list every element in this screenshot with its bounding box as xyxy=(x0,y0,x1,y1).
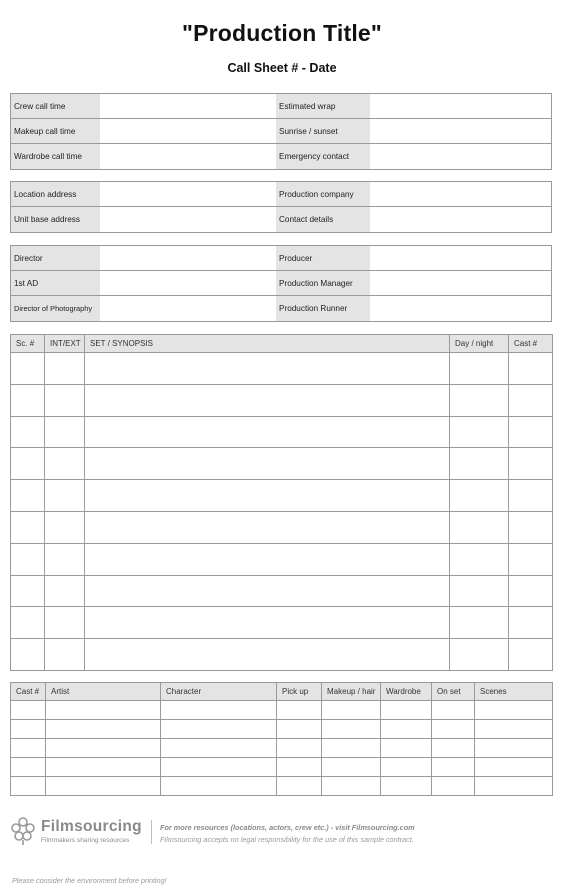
schedule-info-block xyxy=(10,93,552,170)
field-label: Crew call time xyxy=(11,94,100,118)
column-header: Cast # xyxy=(11,683,46,701)
brand-tagline: Filmmakers sharing resources xyxy=(41,837,130,844)
table-cell[interactable] xyxy=(450,639,509,671)
table-cell[interactable] xyxy=(161,758,277,777)
table-cell[interactable] xyxy=(161,777,277,796)
location-address-field[interactable] xyxy=(100,182,276,206)
table-cell[interactable] xyxy=(11,543,45,575)
table-cell[interactable] xyxy=(509,575,553,607)
column-header: Scenes xyxy=(475,683,553,701)
table-cell[interactable] xyxy=(11,758,46,777)
table-cell[interactable] xyxy=(85,607,450,639)
production-manager-field[interactable] xyxy=(370,271,551,295)
info-row xyxy=(11,207,551,232)
filmsourcing-flower-logo-icon xyxy=(10,816,36,846)
table-cell[interactable] xyxy=(11,575,45,607)
crew-call-time-field[interactable] xyxy=(100,94,276,118)
info-row xyxy=(11,94,551,119)
table-cell[interactable] xyxy=(432,758,475,777)
table-cell[interactable] xyxy=(450,543,509,575)
table-cell[interactable] xyxy=(509,384,553,416)
table-header-row xyxy=(11,335,553,353)
table-cell[interactable] xyxy=(85,575,450,607)
disclaimer-text: Filmsourcing accepts no legal responsibility for the use of this sample contract. xyxy=(160,835,414,844)
field-label: Producer xyxy=(276,246,370,270)
column-header: Day / night xyxy=(450,335,509,353)
table-cell[interactable] xyxy=(85,511,450,543)
production-runner-field[interactable] xyxy=(370,296,551,321)
table-cell[interactable] xyxy=(161,701,277,720)
footer-divider xyxy=(151,820,152,844)
table-cell[interactable] xyxy=(432,701,475,720)
contact-details-field[interactable] xyxy=(370,207,551,232)
wardrobe-call-time-field[interactable] xyxy=(100,144,276,169)
table-cell[interactable] xyxy=(45,353,85,385)
table-cell[interactable] xyxy=(277,701,322,720)
column-header: Sc. # xyxy=(11,335,45,353)
table-cell[interactable] xyxy=(85,543,450,575)
table-cell[interactable] xyxy=(277,720,322,739)
director-field[interactable] xyxy=(100,246,276,270)
table-cell[interactable] xyxy=(11,511,45,543)
table-row xyxy=(11,384,553,416)
production-company-field[interactable] xyxy=(370,182,551,206)
table-cell[interactable] xyxy=(450,607,509,639)
field-label: 1st AD xyxy=(11,271,100,295)
info-row xyxy=(11,271,551,296)
table-cell[interactable] xyxy=(322,777,381,796)
table-cell[interactable] xyxy=(509,607,553,639)
table-row xyxy=(11,607,553,639)
table-row xyxy=(11,511,553,543)
brand-name: Filmsourcing xyxy=(41,818,142,835)
makeup-call-time-field[interactable] xyxy=(100,119,276,143)
table-cell[interactable] xyxy=(161,720,277,739)
table-cell[interactable] xyxy=(450,480,509,512)
emergency-contact-field[interactable] xyxy=(370,144,551,169)
table-cell[interactable] xyxy=(277,758,322,777)
table-cell[interactable] xyxy=(11,739,46,758)
table-cell[interactable] xyxy=(45,607,85,639)
table-cell[interactable] xyxy=(450,384,509,416)
info-row xyxy=(11,119,551,144)
table-cell[interactable] xyxy=(322,720,381,739)
table-cell[interactable] xyxy=(11,416,45,448)
table-cell[interactable] xyxy=(432,777,475,796)
info-row xyxy=(11,182,551,207)
table-cell[interactable] xyxy=(509,416,553,448)
crew-info-block xyxy=(10,245,552,322)
field-label: Makeup call time xyxy=(11,119,100,143)
environment-note: Please consider the environment before printing! xyxy=(12,876,167,885)
table-cell[interactable] xyxy=(46,720,161,739)
table-cell[interactable] xyxy=(45,543,85,575)
table-cell[interactable] xyxy=(381,739,432,758)
table-cell[interactable] xyxy=(381,701,432,720)
scenes-table xyxy=(10,334,553,671)
table-cell[interactable] xyxy=(475,720,553,739)
table-cell[interactable] xyxy=(450,575,509,607)
table-cell[interactable] xyxy=(85,448,450,480)
table-cell[interactable] xyxy=(45,416,85,448)
field-label: Emergency contact xyxy=(276,144,370,169)
unit-base-address-field[interactable] xyxy=(100,207,276,232)
field-label: Sunrise / sunset xyxy=(276,119,370,143)
field-label: Location address xyxy=(11,182,100,206)
table-row xyxy=(11,543,553,575)
table-cell[interactable] xyxy=(475,758,553,777)
table-cell[interactable] xyxy=(509,480,553,512)
filmsourcing-logo[interactable] xyxy=(10,816,150,848)
table-cell[interactable] xyxy=(322,739,381,758)
table-cell[interactable] xyxy=(11,639,45,671)
table-row xyxy=(11,701,553,720)
table-cell[interactable] xyxy=(46,701,161,720)
column-header: Makeup / hair xyxy=(322,683,381,701)
info-row xyxy=(11,144,551,169)
field-label: Director xyxy=(11,246,100,270)
table-cell[interactable] xyxy=(11,384,45,416)
column-header: Artist xyxy=(46,683,161,701)
table-cell[interactable] xyxy=(46,758,161,777)
director-of-photography-field[interactable] xyxy=(100,296,276,321)
table-row xyxy=(11,416,553,448)
field-label: Production Runner xyxy=(276,296,370,321)
table-cell[interactable] xyxy=(432,739,475,758)
column-header: Pick up xyxy=(277,683,322,701)
table-cell[interactable] xyxy=(11,720,46,739)
table-cell[interactable] xyxy=(85,353,450,385)
table-row xyxy=(11,353,553,385)
table-cell[interactable] xyxy=(509,511,553,543)
table-cell[interactable] xyxy=(46,739,161,758)
call-sheet-subtitle: Call Sheet # - Date xyxy=(227,61,337,75)
table-cell[interactable] xyxy=(322,701,381,720)
table-cell[interactable] xyxy=(11,777,46,796)
table-row xyxy=(11,639,553,671)
table-cell[interactable] xyxy=(475,739,553,758)
column-header: SET / SYNOPSIS xyxy=(85,335,450,353)
table-cell[interactable] xyxy=(509,639,553,671)
table-cell[interactable] xyxy=(85,384,450,416)
table-row xyxy=(11,448,553,480)
table-cell[interactable] xyxy=(277,777,322,796)
first-ad-field[interactable] xyxy=(100,271,276,295)
info-row xyxy=(11,296,551,321)
location-info-block xyxy=(10,181,552,233)
column-header: INT/EXT xyxy=(45,335,85,353)
table-cell[interactable] xyxy=(45,384,85,416)
producer-field[interactable] xyxy=(370,246,551,270)
sunrise-sunset-field[interactable] xyxy=(370,119,551,143)
table-cell[interactable] xyxy=(450,353,509,385)
table-cell[interactable] xyxy=(85,639,450,671)
table-cell[interactable] xyxy=(85,480,450,512)
field-label: Production Manager xyxy=(276,271,370,295)
field-label: Director of Photography xyxy=(11,296,100,321)
estimated-wrap-field[interactable] xyxy=(370,94,551,118)
table-cell[interactable] xyxy=(381,777,432,796)
table-cell[interactable] xyxy=(45,511,85,543)
table-header-row xyxy=(11,683,553,701)
table-cell[interactable] xyxy=(45,448,85,480)
info-row xyxy=(11,246,551,271)
table-cell[interactable] xyxy=(450,511,509,543)
table-cell[interactable] xyxy=(45,480,85,512)
table-cell[interactable] xyxy=(509,543,553,575)
table-cell[interactable] xyxy=(509,448,553,480)
table-cell[interactable] xyxy=(381,720,432,739)
column-header: Character xyxy=(161,683,277,701)
table-row xyxy=(11,758,553,777)
table-cell[interactable] xyxy=(45,575,85,607)
table-cell[interactable] xyxy=(161,739,277,758)
table-cell[interactable] xyxy=(475,701,553,720)
table-cell[interactable] xyxy=(509,353,553,385)
table-cell[interactable] xyxy=(475,777,553,796)
table-cell[interactable] xyxy=(46,777,161,796)
field-label: Unit base address xyxy=(11,207,100,232)
table-cell[interactable] xyxy=(381,758,432,777)
table-cell[interactable] xyxy=(432,720,475,739)
field-label: Contact details xyxy=(276,207,370,232)
column-header: On set xyxy=(432,683,475,701)
table-cell[interactable] xyxy=(277,739,322,758)
production-title: "Production Title" xyxy=(181,20,383,46)
table-cell[interactable] xyxy=(11,480,45,512)
table-cell[interactable] xyxy=(11,701,46,720)
table-row xyxy=(11,480,553,512)
table-row xyxy=(11,575,553,607)
field-label: Estimated wrap xyxy=(276,94,370,118)
table-cell[interactable] xyxy=(322,758,381,777)
resources-link-text[interactable]: For more resources (locations, actors, crew etc.) - visit Filmsourcing.com xyxy=(160,823,415,832)
table-cell[interactable] xyxy=(450,448,509,480)
field-label: Wardrobe call time xyxy=(11,144,100,169)
table-cell[interactable] xyxy=(450,416,509,448)
cast-table xyxy=(10,682,553,796)
table-row xyxy=(11,777,553,796)
field-label: Production company xyxy=(276,182,370,206)
table-cell[interactable] xyxy=(45,639,85,671)
table-cell[interactable] xyxy=(11,607,45,639)
table-cell[interactable] xyxy=(11,353,45,385)
table-row xyxy=(11,739,553,758)
column-header: Wardrobe xyxy=(381,683,432,701)
table-cell[interactable] xyxy=(85,416,450,448)
table-row xyxy=(11,720,553,739)
table-cell[interactable] xyxy=(11,448,45,480)
column-header: Cast # xyxy=(509,335,553,353)
